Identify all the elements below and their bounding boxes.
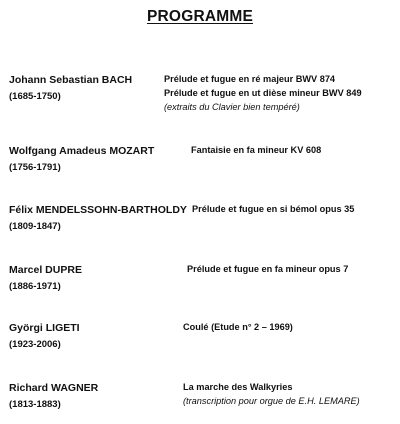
composer-dates: (1756-1791): [9, 162, 61, 173]
program-entry-bach: [0, 72, 400, 112]
work-title: Prélude et fugue en fa mineur opus 7: [187, 264, 349, 274]
work-title: La marche des Walkyries: [183, 382, 293, 392]
composer-dates: (1813-1883): [9, 399, 61, 410]
composer-name: Richard WAGNER: [9, 382, 99, 394]
works-block: [164, 72, 362, 114]
composer-dates: (1809-1847): [9, 221, 61, 232]
composer-name: Marcel DUPRE: [9, 264, 82, 276]
composer-block: [9, 72, 184, 105]
composer-dates: (1886-1971): [9, 281, 61, 292]
works-block: [183, 380, 360, 408]
program-entry-mendelssohn: [0, 202, 400, 242]
works-block: [191, 143, 321, 157]
work-title: Fantaisie en fa mineur KV 608: [191, 145, 322, 155]
works-block: [187, 262, 348, 276]
works-block: [183, 320, 293, 334]
composer-name: Wolfgang Amadeus MOZART: [9, 145, 155, 157]
work-title: Prélude et fugue en ut dièse mineur BWV 849: [164, 88, 362, 98]
work-title: Prélude et fugue en ré majeur BWV 874: [164, 74, 336, 84]
composer-name: Györgi LIGETI: [9, 322, 80, 334]
composer-dates: (1923-2006): [9, 339, 61, 350]
program-entry-mozart: [0, 143, 400, 183]
program-entry-ligeti: [0, 320, 400, 360]
composer-dates: (1685-1750): [9, 91, 61, 102]
composer-block: [9, 202, 187, 235]
composer-block: [9, 320, 184, 353]
program-entry-wagner: [0, 380, 400, 420]
page-title: PROGRAMME: [147, 8, 253, 25]
composer-name: Johann Sebastian BACH: [9, 74, 133, 86]
work-note: (transcription pour orgue de E.H. LEMARE): [183, 396, 360, 406]
composer-block: [9, 380, 184, 413]
work-title: Prélude et fugue en si bémol opus 35: [192, 204, 355, 214]
program-entry-dupre: [0, 262, 400, 302]
works-block: [192, 202, 354, 216]
composer-block: [9, 143, 184, 176]
composer-block: [9, 262, 184, 295]
work-note: (extraits du Clavier bien tempéré): [164, 102, 300, 112]
composer-name: Félix MENDELSSOHN-BARTHOLDY: [9, 204, 187, 216]
work-title: Coulé (Etude n° 2 – 1969): [183, 322, 293, 332]
